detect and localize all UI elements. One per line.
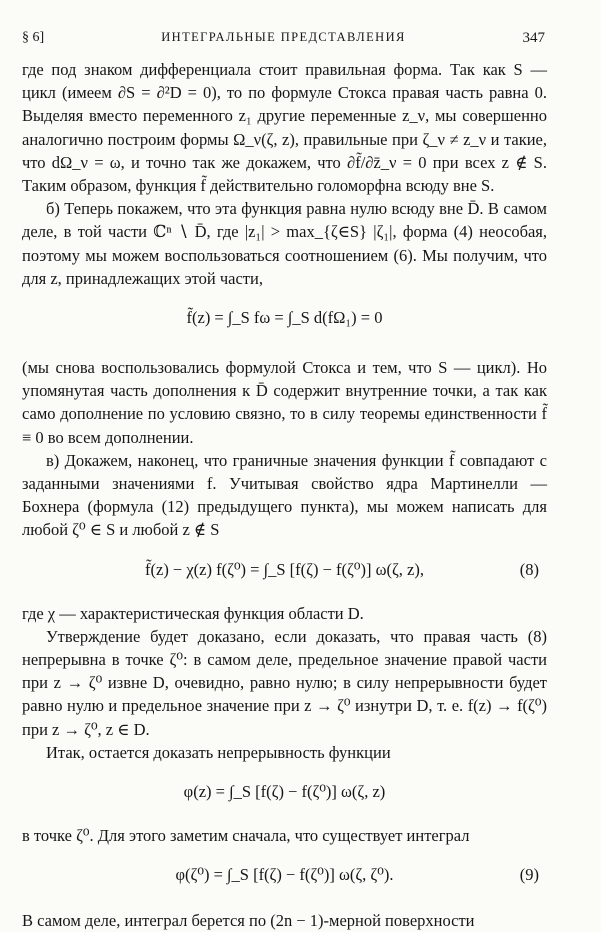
equation-9 [22,855,547,901]
equation-number: (9) [519,865,539,885]
equation-unnumbered [22,298,547,350]
equation-text: f̃(z) = ∫_S fω = ∫_S d(fΩ₁) = 0 [186,308,383,328]
page-body [22,58,547,932]
equation-text: f̃(z) − χ(z) f(ζ⁰) = ∫_S [f(ζ) − f(ζ⁰)] ω(ζ, z), [145,559,424,579]
page-number: 347 [522,30,545,46]
equation-8 [22,550,547,596]
paragraph: (мы снова воспользовались формулой Стокса и тем, что S — цикл). Но упомянутая часть дополнения к D̄ содержит внутренние точки, а так как само дополнение по условию связно, то в силу теоремы единственности f̃ ≡ 0 во всем дополнении. [22,358,547,447]
equation-text: φ(ζ⁰) = ∫_S [f(ζ) − f(ζ⁰)] ω(ζ, ζ⁰). [175,865,394,885]
paragraph: б) Теперь покажем, что эта функция равна нулю всюду вне D̄. В самом деле, в той части ℂⁿ ∖ D̄, где |z₁| > max_{ζ∈S} |ζ₁|, форма (4) неособая, поэтому мы можем воспользоваться соотношением (6). Мы получим, что для z, принадлежащих этой части, [22,199,547,288]
paragraph: где χ — характеристическая функция области D. [22,603,364,623]
paragraph: в точке ζ⁰. Для этого заметим сначала, что существует интеграл [22,826,470,846]
paragraph: В самом деле, интеграл берется по (2n − 1)-мерной поверхности [22,911,475,931]
paragraph: где под знаком дифференциала стоит правильная форма. Так как S — цикл (имеем ∂S = ∂²D = 0), то по формуле Стокса правая часть равна 0. Выделяя вместо переменного z₁ другие переменные z_ν, мы совершенно аналогично построим формы Ω_ν(ζ, z), правильные при ζ_ν ≠ z_ν и такие, что dΩ_ν = ω, и точно так же докажем, что ∂f̃/∂z̄_ν = 0 при всех z ∉ S. Таким образом, функция f̃ действительно голоморфна всюду вне S. [22,60,547,196]
paragraph: Утверждение будет доказано, если доказать, что правая часть (8) непрерывна в точке ζ⁰: в самом деле, предельное значение правой части при z → ζ⁰ извне D, очевидно, равно нулю; в силу непрерывности будет равно нулю и предельное значение при z → ζ⁰ изнутри D, т. е. f(z) → f(ζ⁰) при z → ζ⁰, z ∈ D. [22,626,547,739]
section-ref: § 6] [22,30,45,45]
running-header [22,30,545,50]
chapter-title: ИНТЕГРАЛЬНЫЕ ПРЕДСТАВЛЕНИЯ [161,30,406,44]
paragraph: в) Докажем, наконец, что граничные значения функции f̃ совпадают с заданными значениями f. Учитывая свойство ядра Мартинелли — Бохнера (формула (12) предыдущего пункта), мы можем написать для любой ζ⁰ ∈ S и любой z ∉ S [22,450,547,540]
equation-phi [22,772,547,818]
equation-text: φ(z) = ∫_S [f(ζ) − f(ζ⁰)] ω(ζ, z) [183,782,386,802]
paragraph: Итак, остается доказать непрерывность функции [46,742,391,762]
equation-number: (8) [519,559,539,579]
